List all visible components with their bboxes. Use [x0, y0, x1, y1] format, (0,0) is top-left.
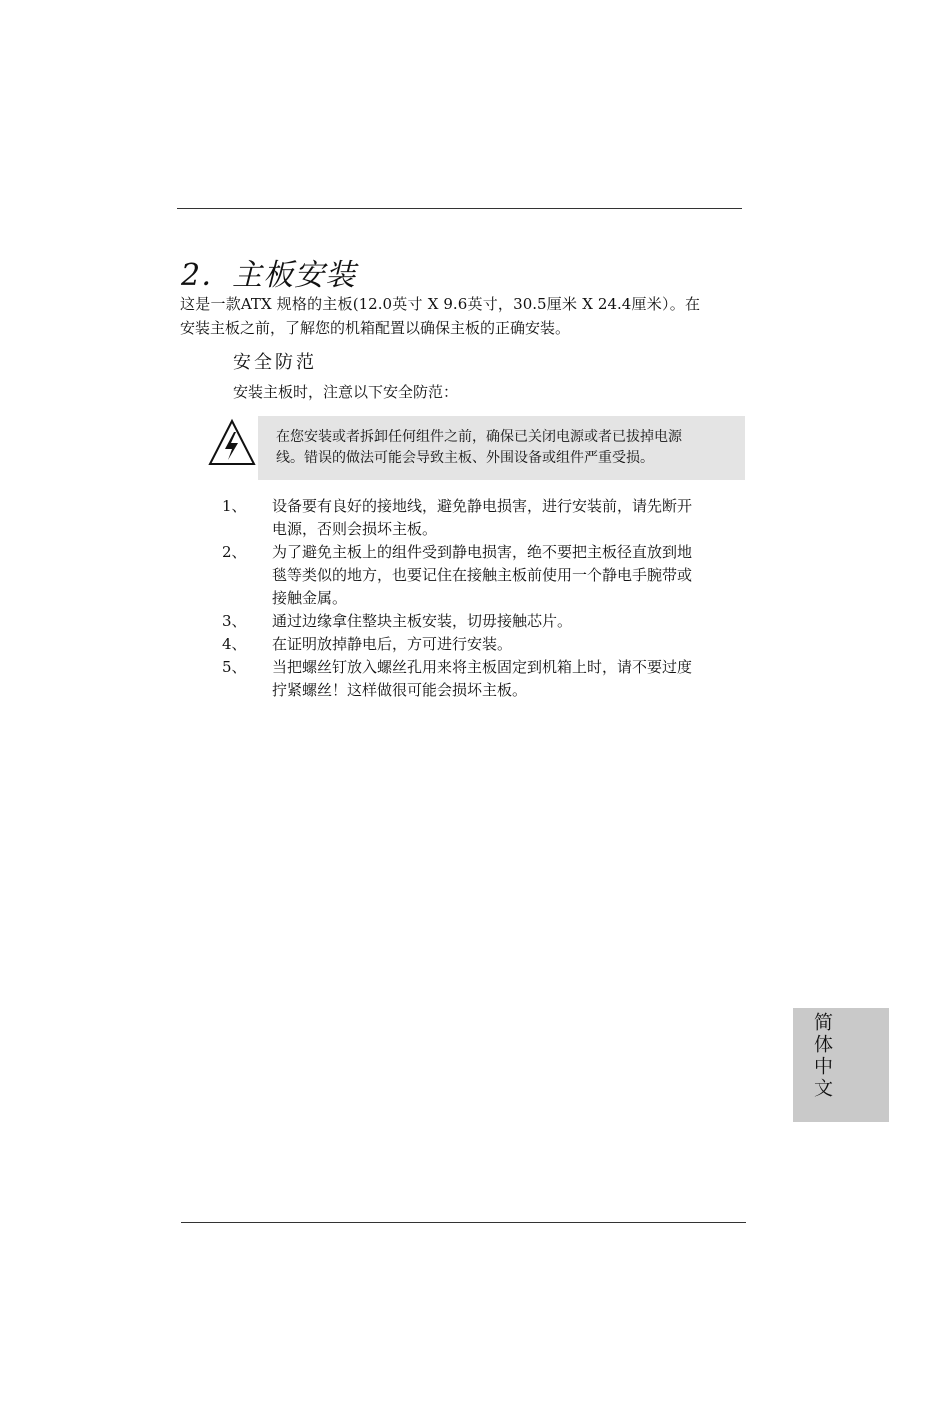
language-tab	[793, 1008, 889, 1122]
step-number: 5、	[222, 658, 247, 676]
step-text: 在证明放掉静电后，方可进行安装。	[272, 635, 513, 653]
safety-heading: 安全防范	[233, 352, 317, 373]
section-title: 2．主板安装	[181, 258, 357, 293]
warning-lightning-icon	[207, 418, 257, 468]
safety-steps-list	[222, 495, 712, 702]
step-number: 3、	[222, 612, 247, 630]
bottom-divider	[181, 1222, 746, 1223]
step-text: 通过边缘拿住整块主板安装，切毋接触芯片。	[272, 612, 573, 630]
step-number: 2、	[222, 543, 247, 561]
safety-lead: 安装主板时，注意以下安全防范：	[233, 383, 459, 401]
warning-text: 在您安装或者拆卸任何组件之前，确保已关闭电源或者已拔掉电源线。错误的做法可能会导致主板、外围设备或组件严重受损。	[276, 429, 682, 466]
list-item	[222, 610, 712, 633]
list-item	[222, 541, 712, 610]
top-divider	[177, 208, 742, 209]
step-text: 为了避免主板上的组件受到静电损害，绝不要把主板径直放到地毯等类似的地方，也要记住在接触主板前使用一个静电手腕带或接触金属。	[272, 543, 693, 607]
step-text: 当把螺丝钉放入螺丝孔用来将主板固定到机箱上时，请不要过度拧紧螺丝！这样做很可能会损坏主板。	[272, 658, 693, 699]
warning-box	[258, 416, 745, 480]
list-item	[222, 633, 712, 656]
language-tab-label: 简体中文	[811, 1012, 833, 1100]
intro-paragraph: 这是一款ATX 规格的主板(12.0英寸 X 9.6英寸，30.5厘米 X 24.4厘米）。在安装主板之前，了解您的机箱配置以确保主板的正确安装。	[180, 295, 700, 337]
step-number: 1、	[222, 497, 247, 515]
list-item	[222, 656, 712, 702]
step-text: 设备要有良好的接地线，避免静电损害，进行安装前，请先断开电源，否则会损坏主板。	[272, 497, 693, 538]
list-item	[222, 495, 712, 541]
step-number: 4、	[222, 635, 247, 653]
